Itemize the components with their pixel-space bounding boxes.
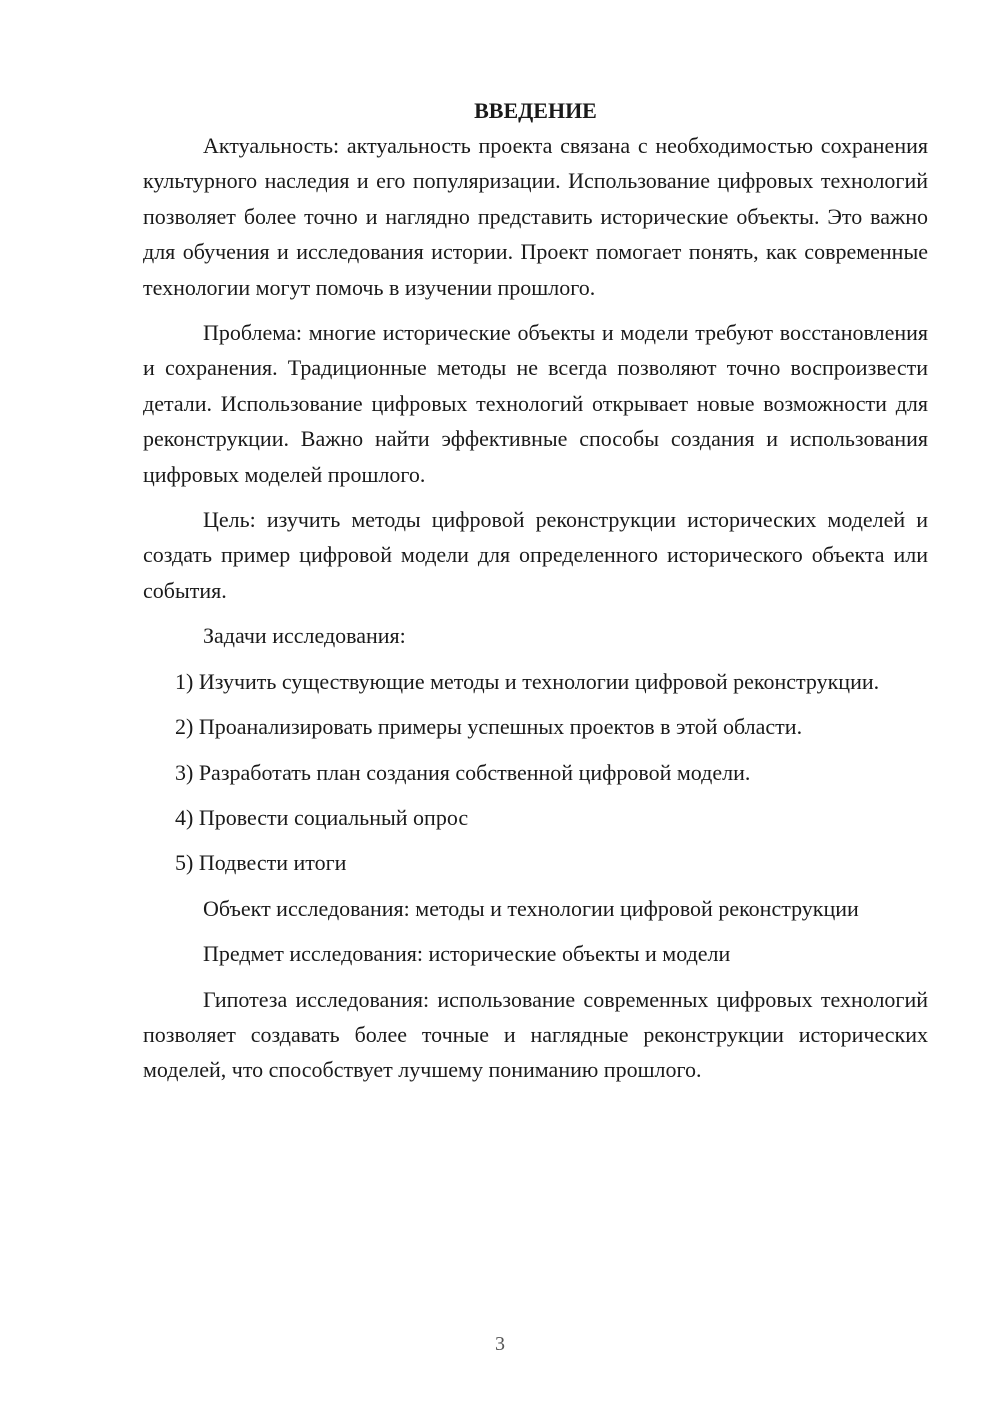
subject-paragraph: Предмет исследования: исторические объекты и модели	[203, 941, 731, 967]
relevance-paragraph: Актуальность: актуальность проекта связана с необходимостью сохранения культурного наследия и его популяризации. Использование цифровых технологий позволяет более точно и наглядно представить исторические объекты. Это важно для обучения и исследования истории. Проект помогает понять, как современные технологии могут помочь в изучении прошлого.	[143, 133, 928, 300]
task-item-5: 5) Подвести итоги	[175, 850, 347, 876]
tasks-heading: Задачи исследования:	[203, 623, 406, 649]
task-item-2: 2) Проанализировать примеры успешных проектов в этой области.	[175, 714, 803, 740]
object-paragraph: Объект исследования: методы и технологии цифровой реконструкции	[203, 895, 859, 921]
page-number: 3	[495, 1333, 505, 1355]
hypothesis-paragraph: Гипотеза исследования: использование современных цифровых технологий позволяет создавать более точные и наглядные реконструкции исторических моделей, что способствует лучшему пониманию прошлого.	[143, 986, 928, 1083]
problem-paragraph: Проблема: многие исторические объекты и модели требуют восстановления и сохранения. Традиционные методы не всегда позволяют точно воспроизвести детали. Использование цифровых технологий открывает новые возможности для реконструкции. Важно найти эффективные способы создания и использования цифровых моделей прошлого.	[143, 320, 928, 487]
task-item-4: 4) Провести социальный опрос	[175, 804, 469, 830]
document-page	[143, 93, 928, 1098]
task-item-3: 3) Разработать план создания собственной цифровой модели.	[175, 759, 751, 785]
task-item-1: 1) Изучить существующие методы и технологии цифровой реконструкции.	[175, 668, 880, 694]
page-title: ВВЕДЕНИЕ	[474, 98, 597, 123]
goal-paragraph: Цель: изучить методы цифровой реконструкции исторических моделей и создать пример цифровой модели для определенного исторического объекта или события.	[143, 507, 928, 603]
